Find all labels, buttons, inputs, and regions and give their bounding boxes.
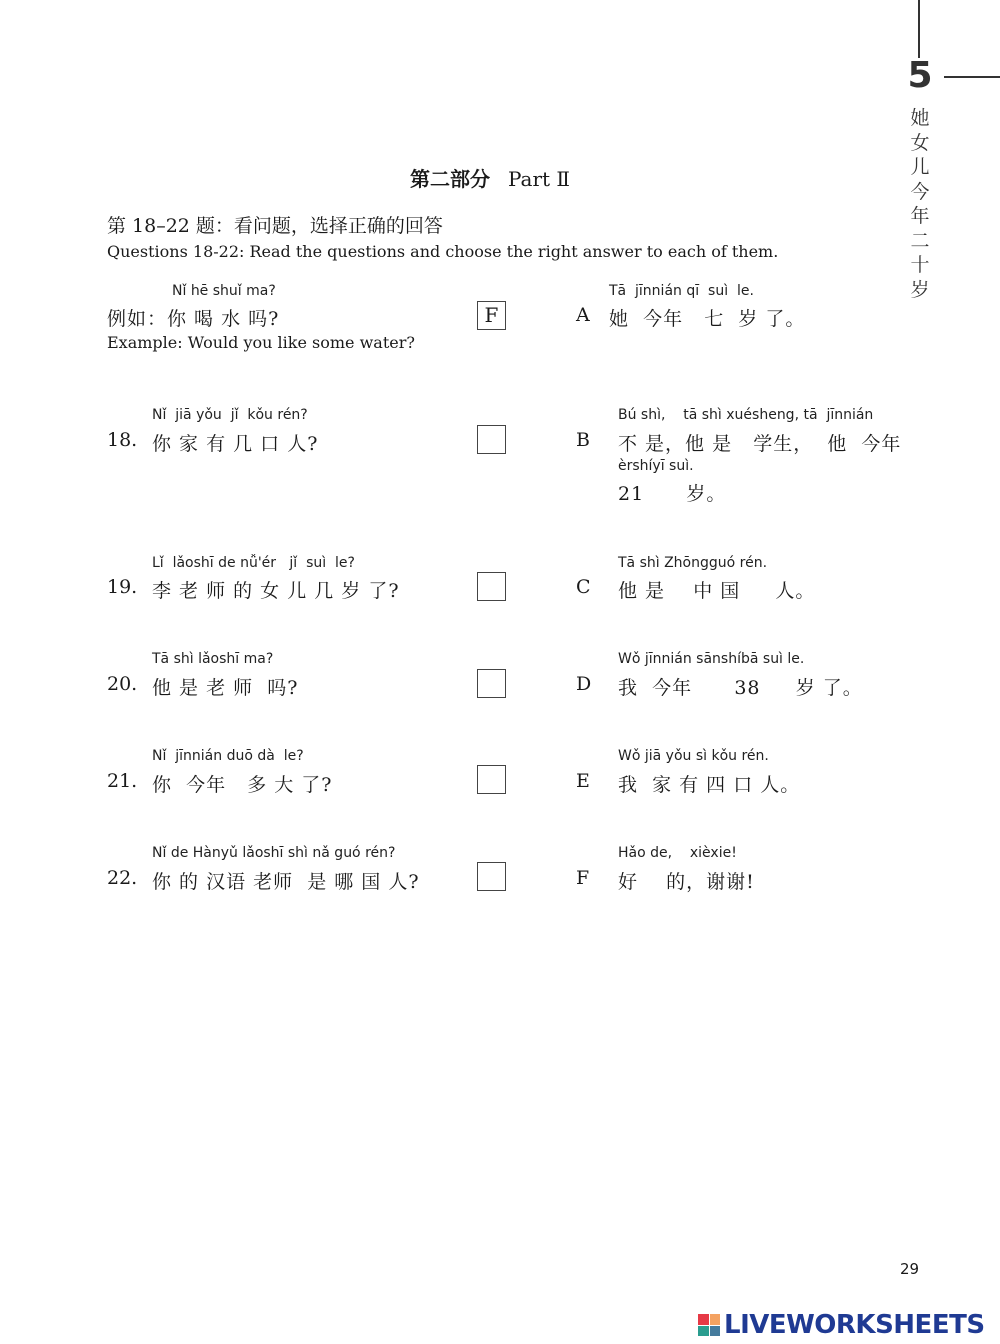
answer-box-19[interactable] xyxy=(477,572,506,601)
question-pinyin: Tā shì lǎoshī ma? xyxy=(152,651,274,667)
question-number: 20. xyxy=(107,673,138,695)
answer-text: 我 今年 38 岁 了。 xyxy=(618,677,863,699)
question-pinyin: Nǐ jiā yǒu jǐ kǒu rén? xyxy=(152,407,308,423)
answer-text: 不 是，他 是 学生， 他 今年 xyxy=(618,433,902,455)
example-answer-box: F xyxy=(477,301,506,330)
answer-text: 她 今年 七 岁 了。 xyxy=(609,308,806,330)
answer-pinyin: Hǎo de, xièxie! xyxy=(618,845,737,861)
chapter-tab-line-top xyxy=(918,0,920,58)
instructions-zh: 第 18–22 题：看问题，选择正确的回答 xyxy=(107,215,443,237)
answer-pinyin: Tā shì Zhōngguó rén. xyxy=(618,555,768,571)
question-number: 18. xyxy=(107,429,138,451)
answer-pinyin: Bú shì, tā shì xuésheng, tā jīnnián xyxy=(618,407,874,423)
answer-letter: E xyxy=(576,770,590,792)
logo-square xyxy=(698,1326,709,1337)
page-number: 29 xyxy=(900,1260,920,1278)
answer-letter: A xyxy=(576,304,590,326)
example-pinyin: Nǐ hē shuǐ ma? xyxy=(172,283,276,299)
question-pinyin: Nǐ jīnnián duō dà le? xyxy=(152,748,304,764)
answer-box-20[interactable] xyxy=(477,669,506,698)
question-text: 你 的 汉语 老师 是 哪 国 人? xyxy=(152,871,420,893)
answer-pinyin-line2: èrshíyī suì. xyxy=(618,458,694,474)
answer-text: 他 是 中 国 人。 xyxy=(618,580,816,602)
example-english: Example: Would you like some water? xyxy=(107,333,415,352)
logo-text: LIVEWORKSHEETS xyxy=(724,1310,985,1340)
instructions-en: Questions 18-22: Read the questions and choose the right answer to each of them. xyxy=(107,242,779,261)
logo-square xyxy=(698,1314,709,1325)
chapter-title: 她女儿今年二十岁 xyxy=(910,107,930,301)
answer-box-22[interactable] xyxy=(477,862,506,891)
answer-text: 我 家 有 四 口 人。 xyxy=(618,774,801,796)
question-text: 李 老 师 的 女 儿 几 岁 了? xyxy=(152,580,400,602)
logo-square xyxy=(710,1326,721,1337)
answer-letter: D xyxy=(576,673,592,695)
question-pinyin: Nǐ de Hànyǔ lǎoshī shì nǎ guó rén? xyxy=(152,845,396,861)
answer-letter: F xyxy=(576,867,590,889)
answer-text-line2: 21 岁。 xyxy=(618,483,727,505)
question-text: 他 是 老 师 吗? xyxy=(152,677,299,699)
chapter-tab-rule xyxy=(944,76,1000,78)
answer-letter: C xyxy=(576,576,591,598)
question-number: 22. xyxy=(107,867,138,889)
answer-pinyin: Tā jīnnián qī suì le. xyxy=(609,283,754,299)
section-title-zh: 第二部分 xyxy=(409,167,490,191)
answer-text: 好 的，谢谢! xyxy=(618,871,755,893)
question-text: 你 家 有 几 口 人? xyxy=(152,433,319,455)
logo-square xyxy=(710,1314,721,1325)
answer-box-21[interactable] xyxy=(477,765,506,794)
answer-pinyin: Wǒ jīnnián sānshíbā suì le. xyxy=(618,651,805,667)
section-title xyxy=(0,163,980,192)
answer-pinyin: Wǒ jiā yǒu sì kǒu rén. xyxy=(618,748,769,764)
logo-mark-icon xyxy=(698,1314,720,1336)
liveworksheets-logo xyxy=(698,1311,985,1339)
answer-letter: B xyxy=(576,429,590,451)
question-pinyin: Lǐ lǎoshī de nǚ'ér jǐ suì le? xyxy=(152,555,355,571)
question-number: 19. xyxy=(107,576,138,598)
example-text: 例如：你 喝 水 吗? xyxy=(107,308,280,330)
chapter-number: 5 xyxy=(907,55,933,96)
answer-box-18[interactable] xyxy=(477,425,506,454)
question-number: 21. xyxy=(107,770,138,792)
section-title-en: Part Ⅱ xyxy=(507,167,571,191)
question-text: 你 今年 多 大 了? xyxy=(152,774,333,796)
